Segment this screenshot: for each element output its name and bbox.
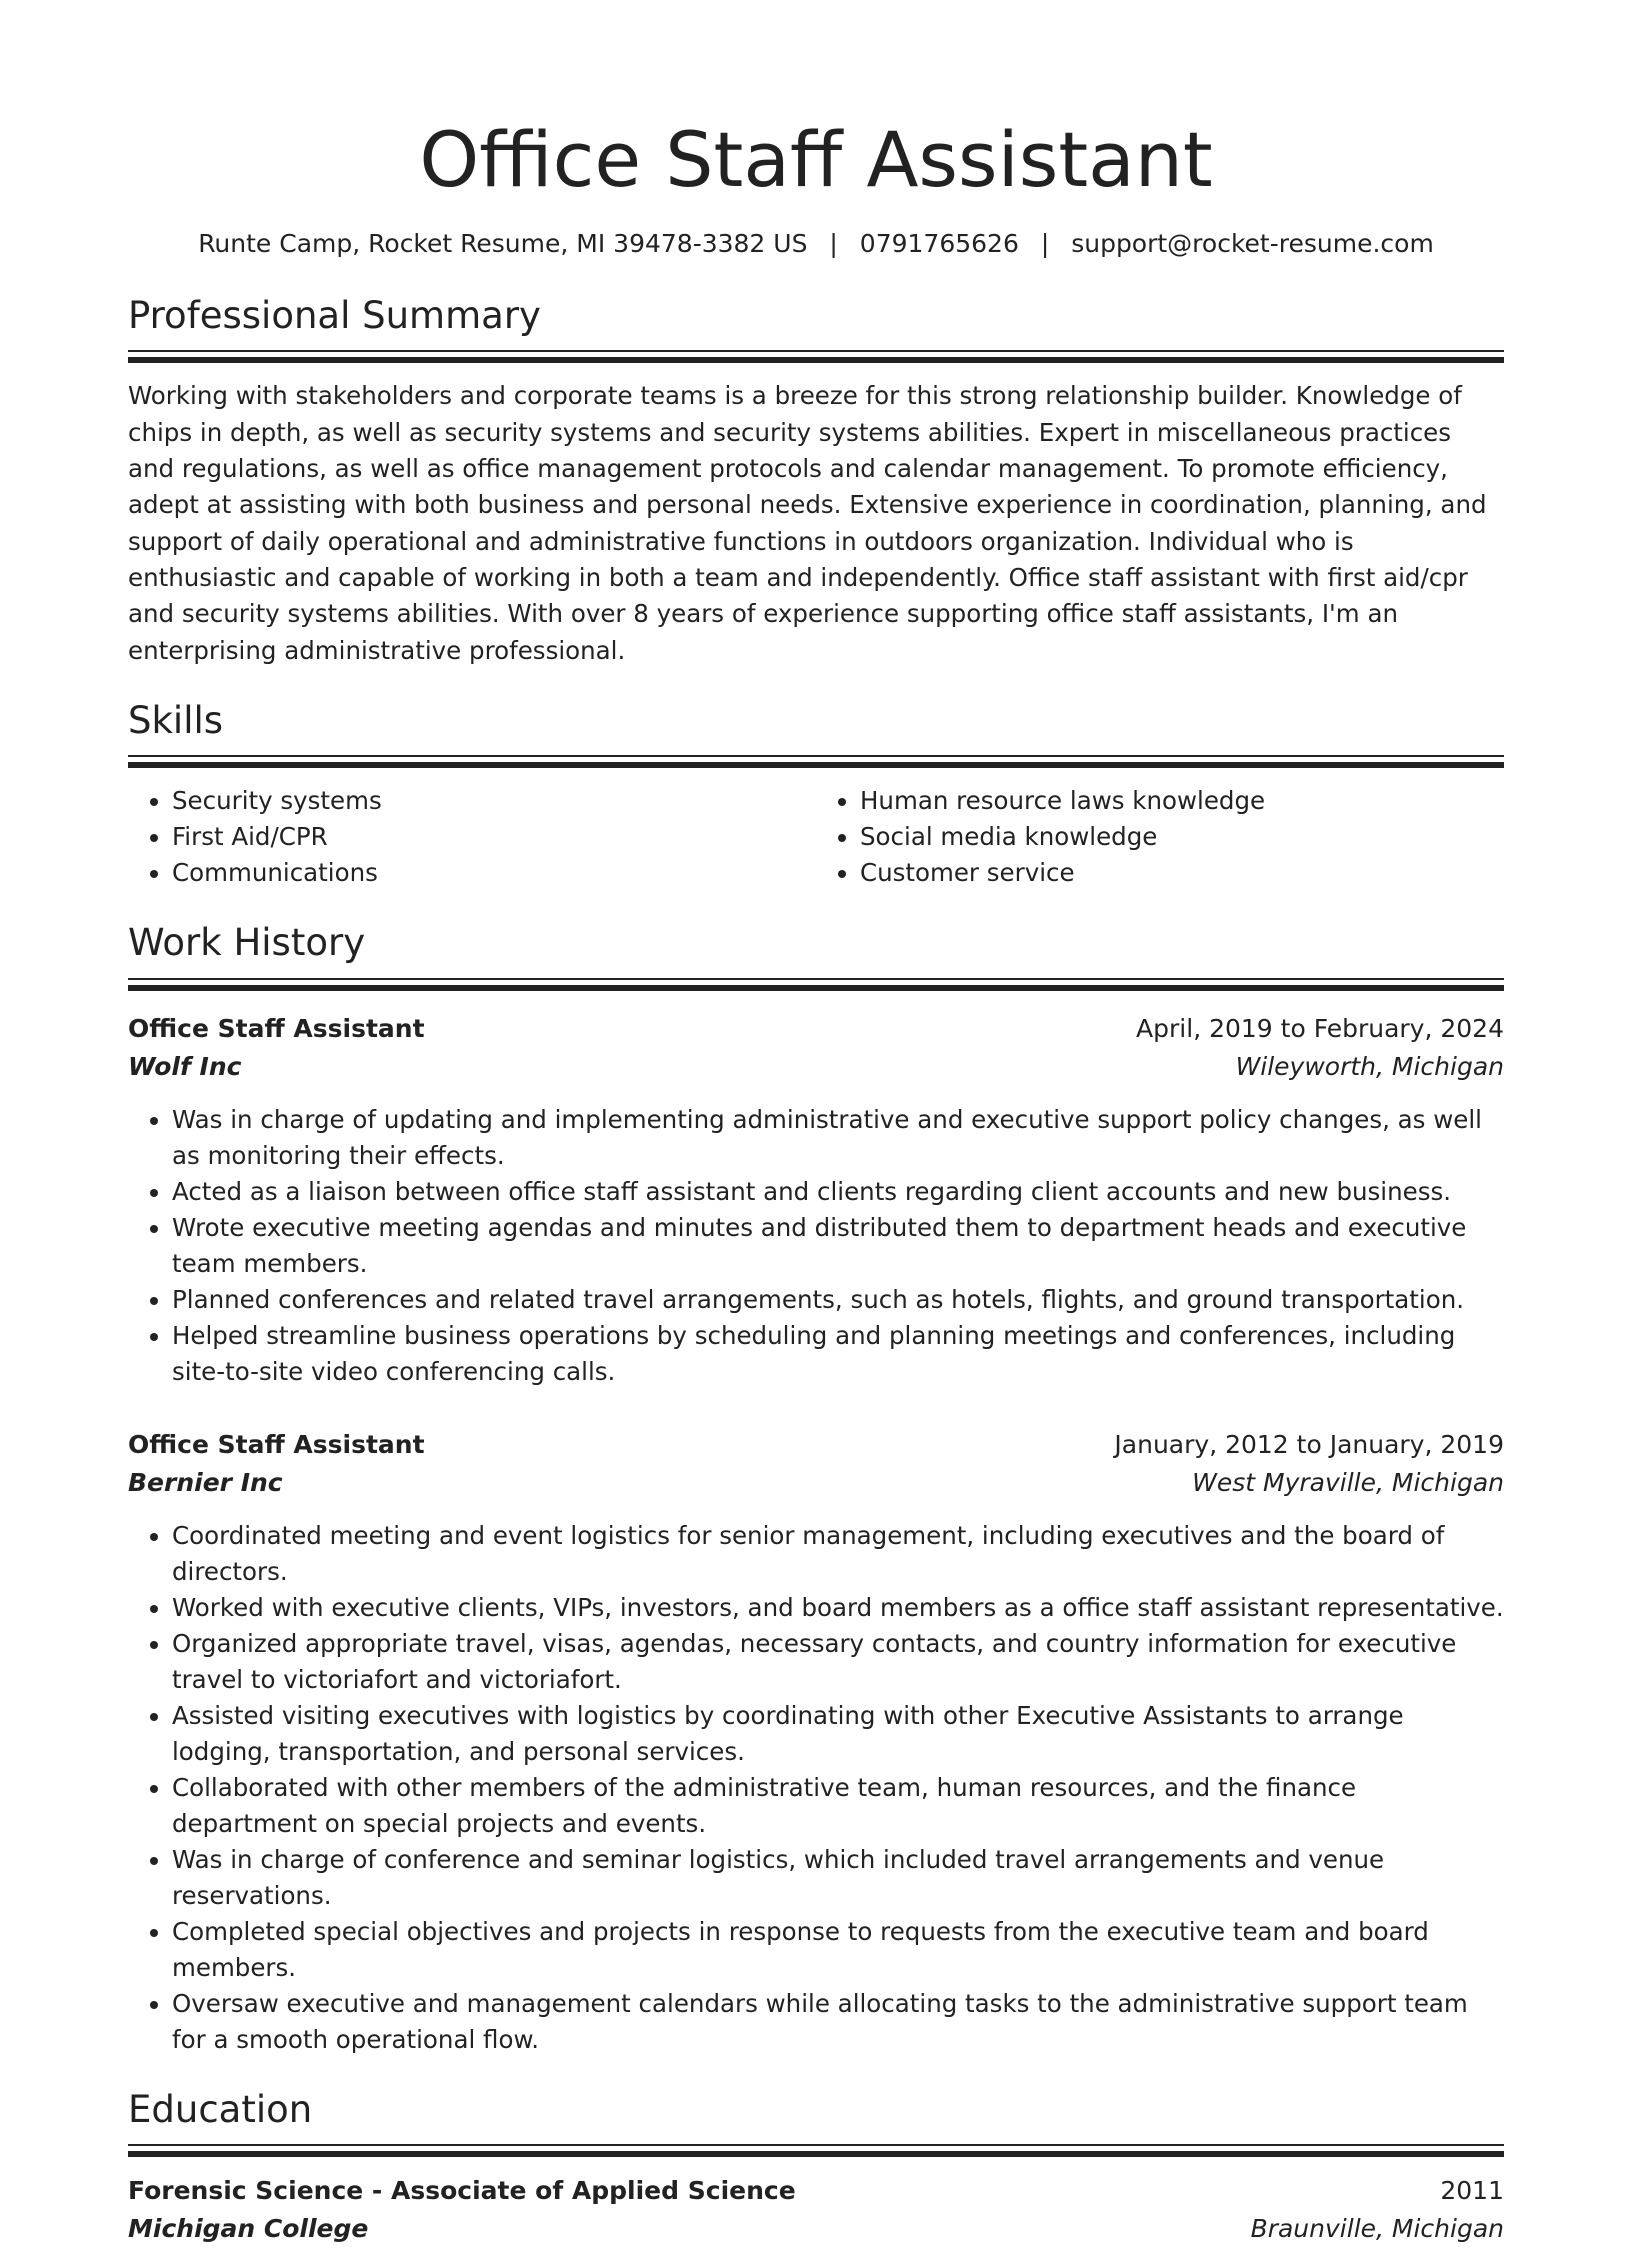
- contact-email: support@rocket-resume.com: [1071, 228, 1434, 258]
- contact-separator: |: [829, 228, 838, 258]
- job-dates: January, 2012 to January, 2019: [1114, 1429, 1504, 1459]
- skill-item: • Human resource laws knowledge: [860, 783, 1504, 819]
- job-dates: April, 2019 to February, 2024: [1136, 1013, 1504, 1043]
- skill-item: • Social media knowledge: [860, 819, 1504, 855]
- job-company: Bernier Inc: [128, 1467, 283, 1497]
- education-school: Michigan College: [128, 2214, 369, 2244]
- job-bullet: • Planned conferences and related travel arrangements, such as hotels, flights, and ground transportation.: [172, 1282, 1504, 1318]
- education-heading: Education: [128, 2087, 313, 2131]
- skills-heading: Skills: [128, 698, 224, 742]
- contact-address: Runte Camp, Rocket Resume, MI 39478-3382 US: [198, 228, 808, 258]
- job-bullet: • Oversaw executive and management calendars while allocating tasks to the administrative support team for a smooth operational flow.: [172, 1986, 1504, 2058]
- job-bullet: • Wrote executive meeting agendas and minutes and distributed them to department heads and executive team members.: [172, 1210, 1504, 1282]
- job-bullet: • Organized appropriate travel, visas, agendas, necessary contacts, and country information for executive travel to victoriafort and victoriafort.: [172, 1626, 1504, 1698]
- job-bullet: • Was in charge of updating and implementing administrative and executive support policy changes, as well as monitoring their effects.: [172, 1102, 1504, 1174]
- job-title: Office Staff Assistant: [128, 1013, 425, 1043]
- job-header-row: [128, 1426, 1504, 1464]
- job-company-row: [128, 1048, 1504, 1086]
- job-entry: [128, 1426, 1504, 2058]
- work-section: [128, 921, 1504, 2057]
- job-header-row: [128, 1010, 1504, 1048]
- contact-separator: |: [1040, 228, 1050, 258]
- section-divider: [128, 2144, 1504, 2158]
- job-entry: [128, 1010, 1504, 1390]
- summary-section: [128, 294, 1504, 669]
- section-divider: [128, 755, 1504, 769]
- job-bullet: • Worked with executive clients, VIPs, investors, and board members as a office staff assistant representative.: [172, 1590, 1504, 1626]
- education-degree: Forensic Science - Associate of Applied Science: [128, 2176, 796, 2206]
- job-bullets: [128, 1102, 1504, 1390]
- contact-line: [128, 228, 1504, 261]
- job-bullet: • Collaborated with other members of the administrative team, human resources, and the finance department on special projects and events.: [172, 1770, 1504, 1842]
- skill-item: • Security systems: [172, 783, 816, 819]
- job-bullet: • Assisted visiting executives with logistics by coordinating with other Executive Assistants to arrange lodging, transportation, and personal services.: [172, 1698, 1504, 1770]
- summary-heading: Professional Summary: [128, 294, 541, 338]
- job-title: Office Staff Assistant: [128, 1429, 425, 1459]
- education-degree-row: [128, 2172, 1504, 2210]
- skills-grid: [128, 783, 1504, 891]
- section-divider: [128, 978, 1504, 992]
- job-bullet: • Acted as a liaison between office staff assistant and clients regarding client accounts and new business.: [172, 1174, 1504, 1210]
- resume-page: [128, 115, 1504, 2248]
- section-divider: [128, 350, 1504, 364]
- skill-item: • Communications: [172, 855, 816, 891]
- job-company-row: [128, 1464, 1504, 1502]
- education-school-row: [128, 2210, 1504, 2248]
- resume-name: Office Staff Assistant: [419, 115, 1213, 204]
- job-bullet: • Was in charge of conference and seminar logistics, which included travel arrangements and venue reservations.: [172, 1842, 1504, 1914]
- skill-item: • Customer service: [860, 855, 1504, 891]
- skills-column-right: [816, 783, 1504, 891]
- job-bullet: • Completed special objectives and projects in response to requests from the executive team and board members.: [172, 1914, 1504, 1986]
- job-company: Wolf Inc: [128, 1051, 242, 1081]
- education-location: Braunville, Michigan: [1250, 2214, 1504, 2244]
- contact-phone: 0791765626: [859, 228, 1019, 258]
- job-location: West Myraville, Michigan: [1192, 1467, 1504, 1497]
- job-location: Wileyworth, Michigan: [1235, 1051, 1504, 1081]
- education-year: 2011: [1440, 2176, 1504, 2206]
- skills-section: [128, 699, 1504, 891]
- job-bullet: • Helped streamline business operations by scheduling and planning meetings and conferences, including site-to-site video conferencing calls.: [172, 1318, 1504, 1390]
- summary-text: Working with stakeholders and corporate teams is a breeze for this strong relationship builder. Knowledge of chips in depth, as well as security systems and security systems abilities. Expert in miscellaneous practices and regulations, as well as office management protocols and calendar management. To promote efficiency, adept at assisting with both business and personal needs. Extensive experience in coordination, planning, and support of daily operational and administrative functions in outdoors organization. Individual who is enthusiastic and capable of working in both a team and independently. Office staff assistant with first aid/cpr and security systems abilities. With over 8 years of experience supporting office staff assistants, I'm an enterprising administrative professional.: [128, 381, 1487, 665]
- skill-item: • First Aid/CPR: [172, 819, 816, 855]
- work-heading: Work History: [128, 921, 366, 965]
- job-bullet: • Coordinated meeting and event logistics for senior management, including executives and the board of directors.: [172, 1518, 1504, 1590]
- skills-column-left: [128, 783, 816, 891]
- job-bullets: [128, 1518, 1504, 2058]
